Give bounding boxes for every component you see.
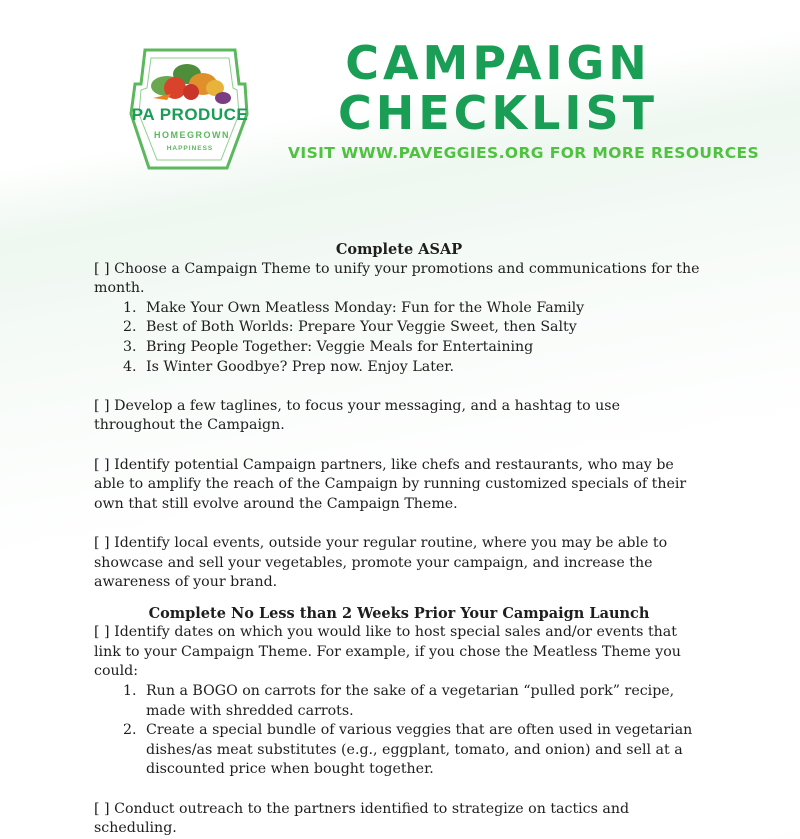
logo-brand: PA PRODUCE [131,105,249,124]
checklist-item: [ ] Identify dates on which you would like to host special sales and/or events that link to your Campaign Theme. For example, if you chose the Meatless Theme you could: [94,624,681,680]
checklist-item: [ ] Develop a few taglines, to focus your messaging, and a hashtag to use throughout the Campaign. [94,397,620,434]
pa-produce-logo [127,44,253,170]
logo-tagline-2: HAPPINESS [166,145,214,152]
list-item: 2. Best of Both Worlds: Prepare Your Veggie Sweet, then Salty [141,318,704,338]
checklist-item: [ ] Identify potential Campaign partners, like chefs and restaurants, who may be able to amplify the reach of the Campaign by running customized specials of their own that still evolve around the Campaign Theme. [94,456,687,512]
logo-tagline-1: HOMEGROWN [154,130,230,140]
example-list [94,682,704,780]
list-item: 1. Run a BOGO on carrots for the sake of a vegetarian “pulled pork” recipe, made with shredded carrots. [141,682,704,721]
theme-list [94,299,704,377]
header-title-block [288,36,760,162]
section-heading-2-weeks: Complete No Less than 2 Weeks Prior Your Campaign Launch [148,604,650,622]
list-item: 4. Is Winter Goodbye? Prep now. Enjoy Later. [141,358,704,378]
list-item: 2. Create a special bundle of various veggies that are often used in vegetarian dishes/as meat substitutes (e.g., eggplant, tomato, and onion) and sell at a discounted price when bought together. [141,721,704,780]
checklist-item: [ ] Conduct outreach to the partners identified to strategize on tactics and scheduling. [94,800,630,837]
checklist-content [94,240,704,839]
list-item: 3. Bring People Together: Veggie Meals for Entertaining [141,338,704,358]
list-item: 1. Make Your Own Meatless Monday: Fun for the Whole Family [141,299,704,319]
section-heading-asap: Complete ASAP [335,241,463,258]
resources-subtitle: VISIT WWW.PAVEGGIES.ORG FOR MORE RESOURCES [288,144,760,162]
title-line-2: CHECKLIST [337,86,659,140]
title-line-1: CAMPAIGN [345,36,651,90]
checklist-item: [ ] Choose a Campaign Theme to unify your promotions and communications for the month. [94,260,700,297]
checklist-item: [ ] Identify local events, outside your regular routine, where you may be able to showcase and sell your vegetables, promote your campaign, and increase the awareness of your brand. [94,534,668,591]
